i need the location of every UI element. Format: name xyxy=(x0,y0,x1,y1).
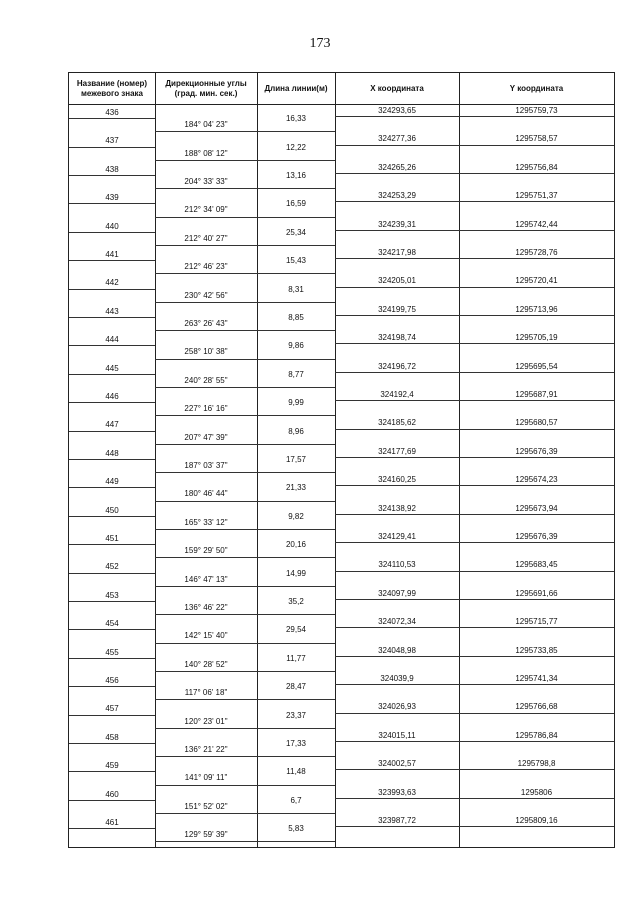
x-coordinate: 324239,31 xyxy=(378,219,416,229)
row-rule xyxy=(335,372,614,373)
y-coordinate: 1295691,66 xyxy=(515,588,558,598)
direction-angle: 263° 26' 43" xyxy=(184,319,228,328)
y-coordinate: 1295741,34 xyxy=(515,674,558,683)
direction-angle: 140° 28' 52" xyxy=(184,659,228,669)
row-rule xyxy=(335,429,614,430)
point-name: 437 xyxy=(105,136,119,146)
direction-angle: 212° 40' 27" xyxy=(184,233,228,243)
row-rule xyxy=(335,571,614,572)
row-rule xyxy=(69,686,155,687)
y-coordinate: 1295715,77 xyxy=(515,617,558,627)
line-length: 21,33 xyxy=(285,483,307,493)
row-rule xyxy=(155,131,335,132)
row-rule xyxy=(155,245,335,246)
row-rule xyxy=(155,188,335,189)
x-coordinate: 324253,29 xyxy=(378,191,416,201)
direction-angle: 230° 42' 56" xyxy=(184,290,228,300)
row-rule xyxy=(335,287,614,288)
row-rule xyxy=(69,232,155,233)
row-rule xyxy=(335,457,614,458)
row-rule xyxy=(69,402,155,403)
header-x-coordinate: X координата xyxy=(370,83,424,93)
direction-angle: 188° 08' 12" xyxy=(184,148,228,158)
row-rule xyxy=(335,627,614,628)
line-length: 17,33 xyxy=(285,739,307,748)
row-rule xyxy=(155,273,335,274)
direction-angle: 240° 28' 55" xyxy=(184,375,228,385)
direction-angle: 129° 59' 39" xyxy=(184,830,228,840)
point-name: 441 xyxy=(105,250,119,259)
line-length: 8,96 xyxy=(288,426,304,436)
point-name: 450 xyxy=(105,505,119,515)
x-coordinate: 323987,72 xyxy=(378,816,416,825)
row-rule xyxy=(155,444,335,445)
header-line-length: Длина линии(м) xyxy=(264,83,328,93)
x-coordinate: 324198,74 xyxy=(378,333,416,343)
y-coordinate: 1295733,85 xyxy=(515,645,558,655)
row-rule xyxy=(69,374,155,375)
direction-angle: 165° 33' 12" xyxy=(184,517,228,527)
row-rule xyxy=(335,145,614,146)
direction-angle: 180° 46' 44" xyxy=(184,489,228,499)
line-length: 5,83 xyxy=(288,824,304,834)
point-name: 454 xyxy=(105,619,119,629)
line-length: 35,2 xyxy=(288,597,304,606)
point-name: 461 xyxy=(105,818,119,827)
row-rule xyxy=(69,743,155,744)
row-rule xyxy=(155,643,335,644)
point-name: 440 xyxy=(105,221,119,231)
direction-angle: 141° 09' 11" xyxy=(184,773,228,783)
header-point-name: Название (номер) межевого знака xyxy=(76,78,148,98)
row-rule xyxy=(335,230,614,231)
direction-angle: 117° 06' 18" xyxy=(184,688,228,698)
row-rule xyxy=(335,769,614,770)
row-rule xyxy=(335,684,614,685)
line-length: 14,99 xyxy=(285,568,307,578)
line-length: 8,85 xyxy=(288,313,304,322)
table-header-divider xyxy=(69,104,614,105)
direction-angle: 184° 04' 23" xyxy=(184,120,228,130)
x-coordinate: 324048,98 xyxy=(378,645,416,655)
y-coordinate: 1295695,54 xyxy=(515,361,558,371)
line-length: 15,43 xyxy=(285,256,307,266)
row-rule xyxy=(335,116,614,117)
row-rule xyxy=(335,343,614,344)
y-coordinate: 1295720,41 xyxy=(515,276,558,286)
header-direction-angle: Дирекционные углы (град. мин. сек.) xyxy=(165,78,247,98)
x-coordinate: 323993,63 xyxy=(378,787,416,797)
direction-angle: 136° 21' 22" xyxy=(184,745,228,754)
row-rule xyxy=(155,501,335,502)
row-rule xyxy=(69,573,155,574)
x-coordinate: 324138,92 xyxy=(378,503,416,513)
x-coordinate: 324177,69 xyxy=(378,446,416,456)
row-rule xyxy=(335,656,614,657)
point-name: 448 xyxy=(105,448,119,458)
point-name: 459 xyxy=(105,761,119,771)
line-length: 12,22 xyxy=(285,142,307,152)
point-name: 447 xyxy=(105,420,119,430)
x-coordinate: 324205,01 xyxy=(378,276,416,286)
row-rule xyxy=(155,359,335,360)
direction-angle: 258° 10' 38" xyxy=(184,347,228,357)
y-coordinate: 1295680,57 xyxy=(515,418,558,428)
x-coordinate: 324192,4 xyxy=(380,390,414,399)
row-rule xyxy=(335,315,614,316)
row-rule xyxy=(155,415,335,416)
direction-angle: 212° 46' 23" xyxy=(184,262,228,272)
row-rule xyxy=(335,173,614,174)
line-length: 20,16 xyxy=(285,540,307,550)
row-rule xyxy=(155,614,335,615)
direction-angle: 120° 23' 01" xyxy=(184,716,228,726)
row-rule xyxy=(155,841,335,842)
row-rule xyxy=(335,201,614,202)
row-rule xyxy=(155,671,335,672)
line-length: 25,34 xyxy=(285,227,307,237)
y-coordinate: 1295759,73 xyxy=(515,106,558,115)
line-length: 9,86 xyxy=(288,341,304,351)
y-coordinate: 1295687,91 xyxy=(515,390,558,399)
x-coordinate: 324196,72 xyxy=(378,361,416,371)
row-rule xyxy=(335,599,614,600)
direction-angle: 151° 52' 02" xyxy=(184,801,228,811)
direction-angle: 212° 34' 09" xyxy=(184,205,228,215)
row-rule xyxy=(155,728,335,729)
line-length: 8,31 xyxy=(288,284,304,294)
point-name: 452 xyxy=(105,562,119,572)
row-rule xyxy=(69,601,155,602)
x-coordinate: 324026,93 xyxy=(378,702,416,712)
direction-angle: 142° 15' 40" xyxy=(184,631,228,641)
row-rule xyxy=(335,258,614,259)
direction-angle: 136° 46' 22" xyxy=(184,603,228,612)
row-rule xyxy=(155,217,335,218)
y-coordinate: 1295713,96 xyxy=(515,304,558,314)
y-coordinate: 1295751,37 xyxy=(515,191,558,201)
row-rule xyxy=(69,118,155,119)
page-number: 173 xyxy=(309,36,331,51)
row-rule xyxy=(69,345,155,346)
row-rule xyxy=(69,658,155,659)
line-length: 11,48 xyxy=(286,767,306,777)
direction-angle: 207° 47' 39" xyxy=(184,432,228,442)
row-rule xyxy=(155,529,335,530)
point-name: 442 xyxy=(105,278,119,288)
direction-angle: 204° 33' 33" xyxy=(184,177,228,186)
row-rule xyxy=(69,459,155,460)
direction-angle: 227° 16' 16" xyxy=(184,404,228,414)
x-coordinate: 324217,98 xyxy=(378,248,416,257)
row-rule xyxy=(155,302,335,303)
row-rule xyxy=(335,826,614,827)
row-rule xyxy=(155,330,335,331)
point-name: 436 xyxy=(105,108,119,117)
row-rule xyxy=(155,387,335,388)
y-coordinate: 1295705,19 xyxy=(515,333,558,343)
x-coordinate: 324097,99 xyxy=(378,588,416,598)
row-rule xyxy=(335,798,614,799)
line-length: 23,37 xyxy=(285,710,307,720)
line-length: 9,82 xyxy=(288,511,304,521)
row-rule xyxy=(69,147,155,148)
row-rule xyxy=(69,203,155,204)
point-name: 445 xyxy=(105,363,119,373)
x-coordinate: 324185,62 xyxy=(378,418,416,428)
line-length: 16,59 xyxy=(285,199,307,209)
row-rule xyxy=(155,586,335,587)
row-rule xyxy=(69,629,155,630)
row-rule xyxy=(155,160,335,161)
y-coordinate: 1295756,84 xyxy=(515,162,558,172)
row-rule xyxy=(69,771,155,772)
point-name: 449 xyxy=(105,477,119,487)
point-name: 458 xyxy=(105,732,119,742)
y-coordinate: 1295676,39 xyxy=(515,446,558,456)
row-rule xyxy=(69,800,155,801)
direction-angle: 187° 03' 37" xyxy=(184,461,228,470)
x-coordinate: 324072,34 xyxy=(378,617,416,627)
x-coordinate: 324110,53 xyxy=(378,560,416,570)
x-coordinate: 324277,36 xyxy=(378,134,416,144)
row-rule xyxy=(335,713,614,714)
point-name: 443 xyxy=(105,306,119,316)
row-rule xyxy=(155,813,335,814)
point-name: 460 xyxy=(105,789,119,799)
line-length: 17,57 xyxy=(285,455,307,464)
point-name: 439 xyxy=(105,193,119,203)
row-rule xyxy=(155,756,335,757)
row-rule xyxy=(155,785,335,786)
y-coordinate: 1295674,23 xyxy=(515,475,558,485)
row-rule xyxy=(69,431,155,432)
row-rule xyxy=(69,289,155,290)
x-coordinate: 324015,11 xyxy=(378,730,416,740)
row-rule xyxy=(69,317,155,318)
x-coordinate: 324002,57 xyxy=(378,759,416,769)
x-coordinate: 324265,26 xyxy=(378,162,416,172)
x-coordinate: 324129,41 xyxy=(378,532,416,541)
line-length: 9,99 xyxy=(288,398,304,408)
row-rule xyxy=(335,400,614,401)
line-length: 6,7 xyxy=(290,795,302,805)
y-coordinate: 1295786,84 xyxy=(515,730,558,740)
direction-angle: 146° 47' 13" xyxy=(184,574,228,584)
row-rule xyxy=(335,514,614,515)
line-length: 8,77 xyxy=(288,369,304,379)
x-coordinate: 324039,9 xyxy=(380,674,414,683)
point-name: 456 xyxy=(105,676,119,685)
row-rule xyxy=(69,516,155,517)
y-coordinate: 1295809,16 xyxy=(515,816,558,825)
y-coordinate: 1295742,44 xyxy=(515,219,558,229)
y-coordinate: 1295798,8 xyxy=(517,759,556,769)
direction-angle: 159° 29' 50" xyxy=(184,546,228,556)
line-length: 29,54 xyxy=(285,625,307,635)
row-rule xyxy=(69,828,155,829)
point-name: 438 xyxy=(105,164,119,174)
point-name: 457 xyxy=(105,704,119,714)
y-coordinate: 1295728,76 xyxy=(515,248,558,257)
row-rule xyxy=(155,472,335,473)
point-name: 444 xyxy=(105,335,119,345)
row-rule xyxy=(69,715,155,716)
point-name: 446 xyxy=(105,392,119,401)
row-rule xyxy=(69,487,155,488)
y-coordinate: 1295683,45 xyxy=(515,560,558,570)
row-rule xyxy=(335,741,614,742)
line-length: 28,47 xyxy=(285,682,307,692)
point-name: 455 xyxy=(105,647,119,657)
line-length: 16,33 xyxy=(285,114,307,124)
y-coordinate: 1295758,57 xyxy=(515,134,558,144)
header-y-coordinate: Y координата xyxy=(509,83,564,93)
point-name: 451 xyxy=(105,534,119,543)
y-coordinate: 1295676,39 xyxy=(515,532,558,541)
row-rule xyxy=(155,557,335,558)
y-coordinate: 1295806 xyxy=(520,787,553,797)
row-rule xyxy=(155,699,335,700)
line-length: 11,77 xyxy=(286,653,306,663)
row-rule xyxy=(69,175,155,176)
row-rule xyxy=(69,260,155,261)
row-rule xyxy=(335,542,614,543)
x-coordinate: 324160,25 xyxy=(378,475,416,485)
point-name: 453 xyxy=(105,590,119,600)
y-coordinate: 1295766,68 xyxy=(515,702,558,712)
x-coordinate: 324293,65 xyxy=(378,106,416,115)
x-coordinate: 324199,75 xyxy=(378,304,416,314)
y-coordinate: 1295673,94 xyxy=(515,503,558,513)
coordinates-table xyxy=(68,72,615,848)
row-rule xyxy=(335,485,614,486)
row-rule xyxy=(69,544,155,545)
line-length: 13,16 xyxy=(285,171,307,180)
